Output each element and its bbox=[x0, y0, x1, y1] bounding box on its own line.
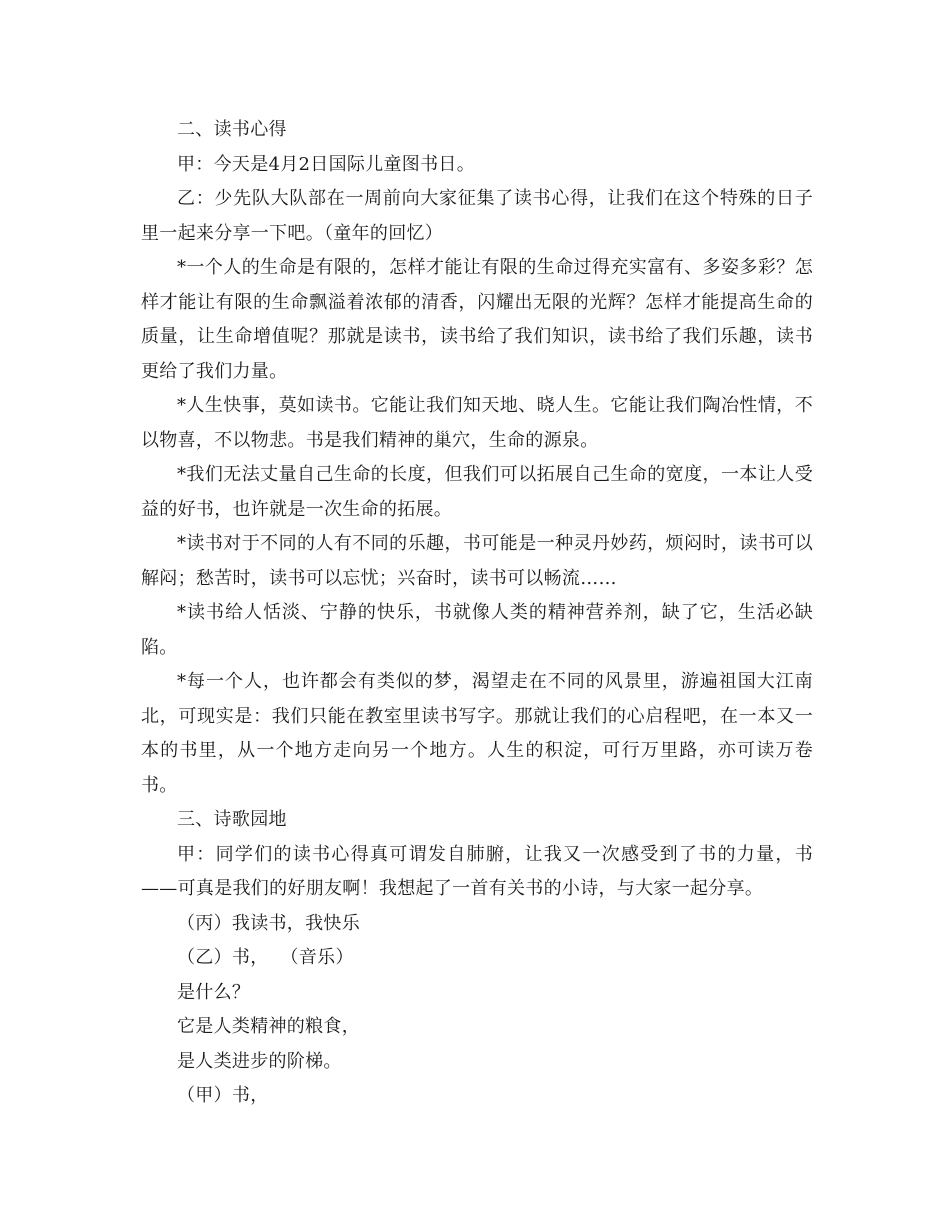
dialogue-paragraph: 甲：今天是4月2日国际儿童图书日。 bbox=[177, 153, 476, 175]
section-heading-reading-notes: 二、读书心得 bbox=[177, 119, 287, 140]
reading-note-paragraph: *读书给人恬淡、宁静的快乐，书就像人类的精神营养剂，缺了它，生活必缺陷。 bbox=[141, 602, 813, 658]
dialogue-paragraph: 乙：少先队大队部在一周前向大家征集了读书心得，让我们在这个特殊的日子里一起来分享一下吧。（童年的回忆） bbox=[141, 188, 813, 244]
section-heading-poetry-garden: 三、诗歌园地 bbox=[177, 809, 287, 830]
poem-line: 是人类进步的阶梯。 bbox=[177, 1050, 342, 1072]
poem-line: （甲）书， bbox=[177, 1085, 269, 1106]
document-body bbox=[141, 113, 813, 1114]
reading-note-paragraph: *读书对于不同的人有不同的乐趣，书可能是一种灵丹妙药，烦闷时，读书可以解闷；愁苦时，读书可以忘忧；兴奋时，读书可以畅流…… bbox=[141, 533, 813, 589]
poem-line: 它是人类精神的粮食， bbox=[177, 1016, 360, 1037]
reading-note-paragraph: *人生快事，莫如读书。它能让我们知天地、晓人生。它能让我们陶冶性情，不以物喜，不以物悲。书是我们精神的巢穴，生命的源泉。 bbox=[141, 395, 813, 451]
poem-line: （丙）我读书，我快乐 bbox=[177, 912, 360, 934]
poem-line: 是什么？ bbox=[177, 981, 251, 1003]
reading-note-paragraph: *每一个人，也许都会有类似的梦，渴望走在不同的风景里，游遍祖国大江南北，可现实是：我们只能在教室里读书写字。那就让我们的心启程吧，在一本又一本的书里，从一个地方走向另一个地方。人生的积淀，可行万里路，亦可读万卷书。 bbox=[141, 671, 813, 796]
reading-note-paragraph: *一个人的生命是有限的，怎样才能让有限的生命过得充实富有、多姿多彩？怎样才能让有限的生命飘溢着浓郁的清香，闪耀出无限的光辉？怎样才能提高生命的质量，让生命增值呢？那就是读书，读书给了我们知识，读书给了我们乐趣，读书更给了我们力量。 bbox=[141, 257, 813, 382]
poem-line: （乙）书， （音乐） bbox=[177, 947, 354, 968]
reading-note-paragraph: *我们无法丈量自己生命的长度，但我们可以拓展自己生命的宽度，一本让人受益的好书，也许就是一次生命的拓展。 bbox=[141, 464, 813, 520]
dialogue-paragraph: 甲：同学们的读书心得真可谓发自肺腑，让我又一次感受到了书的力量，书——可真是我们的好朋友啊！我想起了一首有关书的小诗，与大家一起分享。 bbox=[141, 843, 813, 899]
